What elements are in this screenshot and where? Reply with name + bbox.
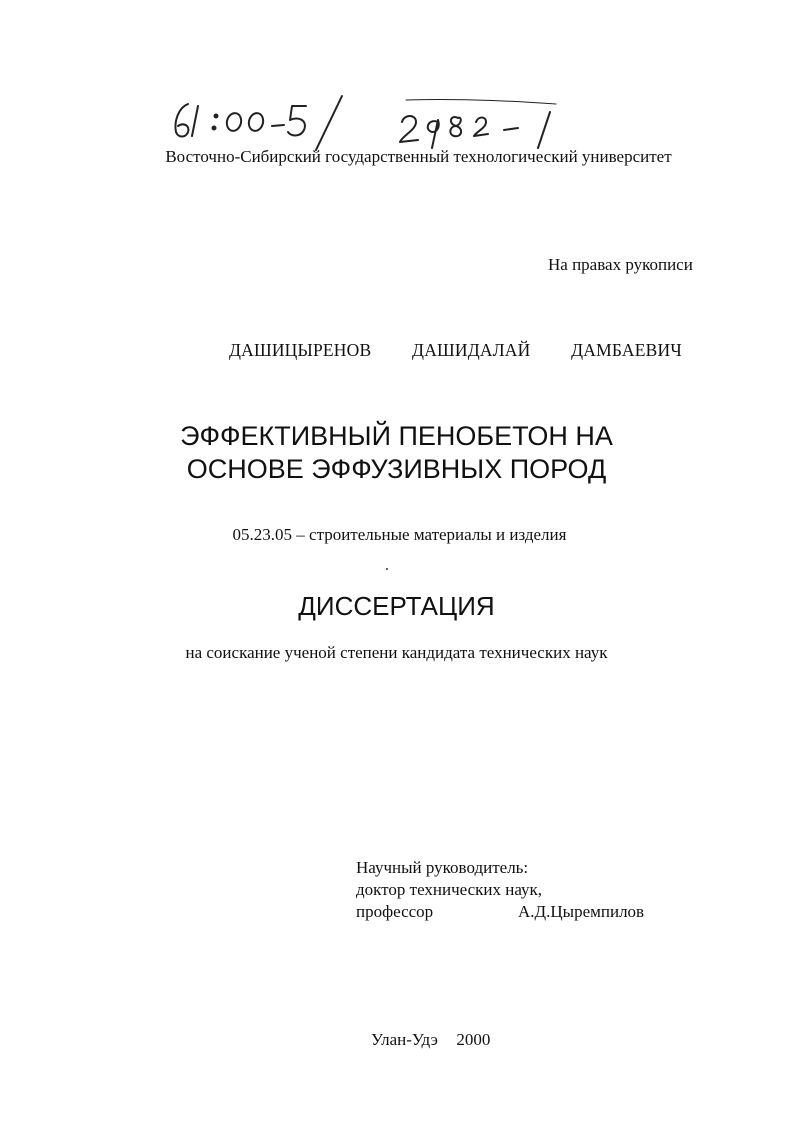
handwritten-archive-number xyxy=(166,92,586,154)
title-line-2: ОСНОВЕ ЭФФУЗИВНЫХ ПОРОД xyxy=(186,454,607,484)
university-name: Восточно-Сибирский государственный технологический университет xyxy=(165,147,672,166)
document-type: ДИССЕРТАЦИЯ xyxy=(298,591,495,621)
dissertation-title xyxy=(0,420,793,486)
place-and-year: Улан-Удэ 2000 xyxy=(371,1030,491,1049)
degree-line: на соискание ученой степени кандидата технических наук xyxy=(185,643,608,662)
rights-note: На правах рукописи xyxy=(548,255,693,274)
stray-dot xyxy=(386,568,388,570)
supervisor-label: Научный руководитель: xyxy=(356,858,529,877)
title-line-1: ЭФФЕКТИВНЫЙ ПЕНОБЕТОН НА xyxy=(180,421,613,451)
author-name: ДАШИЦЫРЕНОВ ДАШИДАЛАЙ ДАМБАЕВИЧ xyxy=(229,340,682,360)
supervisor-name: А.Д.Цыремпилов xyxy=(518,902,645,921)
supervisor-degree: доктор технических наук, xyxy=(356,880,543,899)
supervisor-title: профессор xyxy=(356,902,434,921)
specialty-code: 05.23.05 – строительные материалы и изделия xyxy=(232,525,567,544)
